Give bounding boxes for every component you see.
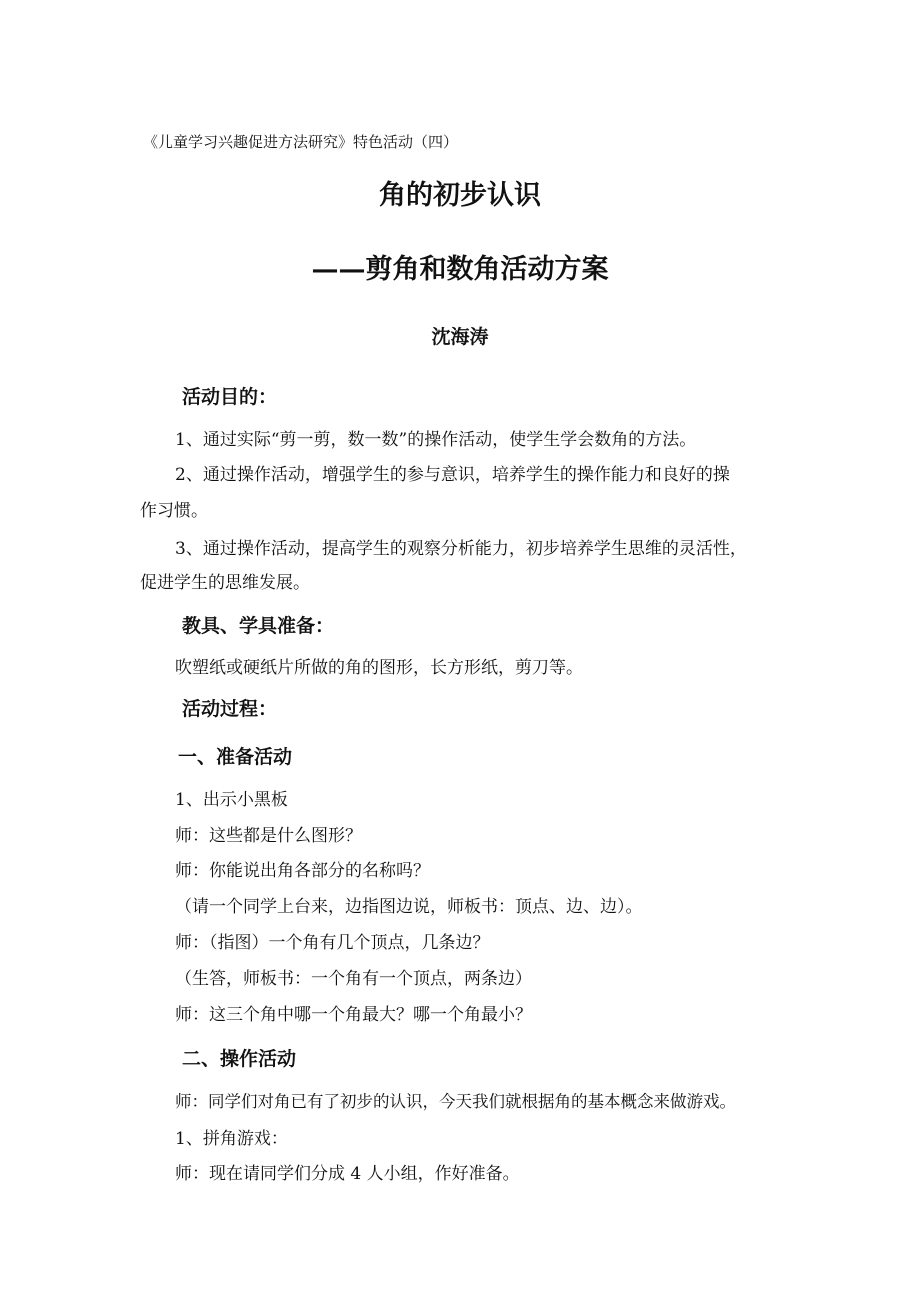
part-1-heading: 一、准备活动	[178, 746, 293, 768]
purpose-item-2-line-2: 作习惯。	[140, 501, 208, 521]
author-name: 沈海涛	[431, 326, 489, 348]
materials-heading: 教具、学具准备：	[182, 615, 335, 637]
part-2-heading: 二、操作活动	[182, 1048, 297, 1070]
document-subtitle: ——剪角和数角活动方案	[311, 254, 609, 285]
part-1-line-5: 师：（指图）一个角有几个顶点，几条边？	[175, 933, 490, 953]
part-2-line-2: 1、拼角游戏：	[175, 1129, 288, 1149]
part-1-line-4: （请一个同学上台来，边指图边说，师板书：顶点、边、边）。	[175, 897, 643, 917]
document-title: 角的初步认识	[379, 180, 541, 211]
purpose-heading: 活动目的：	[182, 386, 278, 408]
part-1-line-1: 1、出示小黑板	[175, 790, 288, 810]
part-1-line-6: （生答，师板书：一个角有一个顶点，两条边）	[175, 969, 532, 989]
part-1-line-7: 师：这三个角中哪一个角最大？哪一个角最小？	[175, 1005, 532, 1025]
part-2-line-3: 师：现在请同学们分成 4 人小组，作好准备。	[175, 1164, 520, 1184]
part-1-line-2: 师：这些都是什么图形？	[175, 826, 362, 846]
purpose-item-1: 1、通过实际“剪一剪，数一数”的操作活动，使学生学会数角的方法。	[175, 430, 697, 450]
process-heading: 活动过程：	[182, 698, 278, 720]
part-1-line-3: 师：你能说出角各部分的名称吗？	[175, 861, 430, 881]
purpose-item-3-line-1: 3、通过操作活动，提高学生的观察分析能力，初步培养学生思维的灵活性，	[175, 539, 747, 559]
purpose-item-2-line-1: 2、通过操作活动，增强学生的参与意识，培养学生的操作能力和良好的操	[175, 465, 730, 485]
materials-text: 吹塑纸或硬纸片所做的角的图形，长方形纸，剪刀等。	[175, 658, 583, 678]
header-note: 《儿童学习兴趣促进方法研究》特色活动（四）	[143, 133, 459, 151]
purpose-item-3-line-2: 促进学生的思维发展。	[140, 573, 310, 593]
part-2-line-1: 师：同学们对角已有了初步的认识，今天我们就根据角的基本概念来做游戏。	[175, 1092, 736, 1111]
